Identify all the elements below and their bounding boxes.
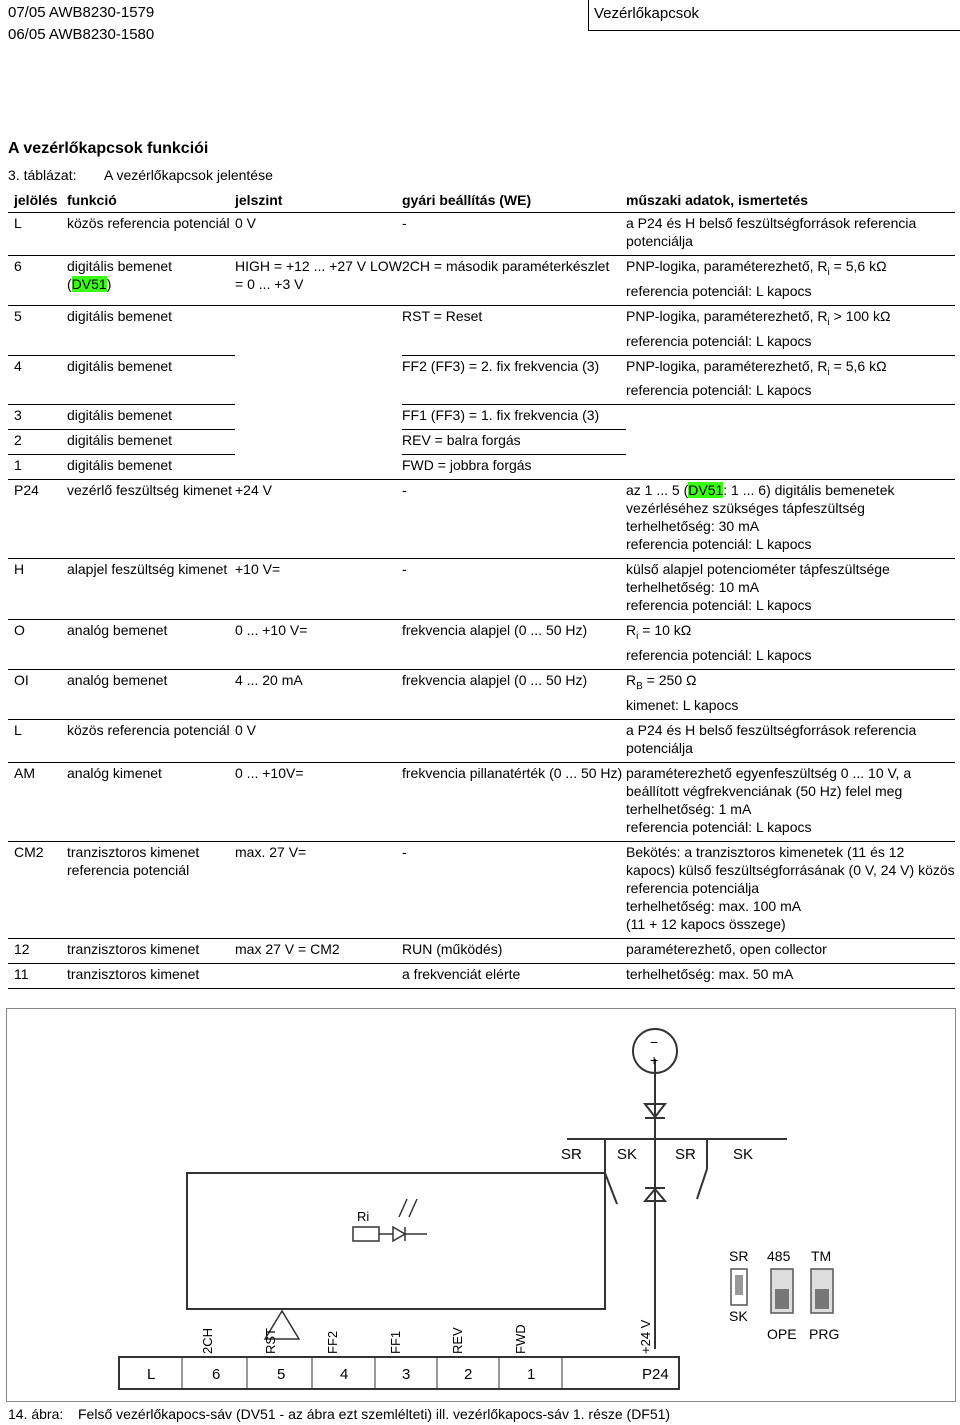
cell-tech: paraméterezhető, open collector xyxy=(626,938,955,963)
wiring-diagram-svg xyxy=(7,1009,955,1401)
cell-level: 0 V xyxy=(235,719,402,762)
cell-default xyxy=(402,719,626,762)
table-row xyxy=(8,841,955,938)
col-header-tech: műszaki adatok, ismertetés xyxy=(626,190,955,213)
cell-tech: a P24 és H belső feszültségforrások referencia potenciálja xyxy=(626,719,955,762)
cell-mark: 12 xyxy=(8,938,67,963)
terminal-label: 5 xyxy=(277,1366,286,1383)
cell-function: digitális bemenet (DV51) xyxy=(67,256,235,306)
table-row xyxy=(8,938,955,963)
cell-function: analóg bemenet xyxy=(67,670,235,720)
diagram-label: SR xyxy=(561,1146,582,1163)
switch-label: 485 xyxy=(767,1248,791,1264)
cell-tech: az 1 ... 5 (DV51: 1 ... 6) digitális bemenetek vezérléséhez szükséges tápfeszültség terhelhetőség: 30 mA referencia potenciál: L kapocs xyxy=(626,480,955,559)
cell-default: frekvencia alapjel (0 ... 50 Hz) xyxy=(402,620,626,670)
switch-label: PRG xyxy=(809,1326,840,1342)
table-row xyxy=(8,670,955,720)
section-name: Vezérlőkapcsok xyxy=(594,5,700,22)
cell-mark: H xyxy=(8,559,67,620)
switch-label: SR xyxy=(729,1248,749,1264)
cell-tech: PNP-logika, paraméterezhető, $R_i = 5,6$ kΩ referencia potenciál: L kapocs xyxy=(626,256,955,306)
cell-level: 0 ... +10 V= xyxy=(235,620,402,670)
cell-tech: $R_i = 10$ kΩ referencia potenciál: L kapocs xyxy=(626,620,955,670)
terminal-label: 3 xyxy=(402,1366,411,1383)
cell-function: digitális bemenet xyxy=(67,430,235,455)
terminal-name: +24 V xyxy=(638,1319,653,1354)
section-header xyxy=(588,0,960,31)
cell-function: tranzisztoros kimenet xyxy=(67,963,235,988)
cell-mark: 4 xyxy=(8,355,67,405)
cell-level: +24 V xyxy=(235,480,402,559)
col-header-function: funkció xyxy=(67,190,235,213)
cell-function: alapjel feszültség kimenet xyxy=(67,559,235,620)
cell-level: 4 ... 20 mA xyxy=(235,670,402,720)
terminal-name: RST xyxy=(263,1328,278,1354)
cell-mark: L xyxy=(8,213,67,256)
cell-tech: PNP-logika, paraméterezhető, $R_i > 100$ kΩ referencia potenciál: L kapocs xyxy=(626,305,955,355)
doc-code-2: 06/05 AWB8230-1580 xyxy=(8,26,155,43)
source-plus: + xyxy=(650,1052,659,1068)
cell-default: RST = Reset xyxy=(402,305,626,355)
cell-tech: PNP-logika, paraméterezhető, $R_i = 5,6$ kΩ referencia potenciál: L kapocs xyxy=(626,355,955,405)
resistor-icon xyxy=(353,1227,379,1241)
table-row xyxy=(8,355,955,405)
cell-mark: CM2 xyxy=(8,841,67,938)
cell-default: - xyxy=(402,213,626,256)
diagram-label: SK xyxy=(733,1146,754,1163)
cell-mark: 1 xyxy=(8,455,67,480)
table-row xyxy=(8,213,955,256)
cell-default: RUN (működés) xyxy=(402,938,626,963)
terminal-label: 2 xyxy=(464,1366,473,1383)
cell-function: tranzisztoros kimenet referencia potenciál xyxy=(67,841,235,938)
table-row xyxy=(8,256,955,306)
switch-label: TM xyxy=(811,1248,832,1264)
table-row xyxy=(8,620,955,670)
cell-mark: 2 xyxy=(8,430,67,455)
diagram-label: SK xyxy=(617,1146,638,1163)
cell-function: analóg kimenet xyxy=(67,762,235,841)
table-row xyxy=(8,455,955,480)
col-header-level: jelszint xyxy=(235,190,402,213)
table-row xyxy=(8,405,955,430)
section-title: A vezérlőkapcsok funkciói xyxy=(8,140,209,157)
led-icon xyxy=(393,1227,405,1241)
table-caption xyxy=(8,167,273,183)
terminal-label: L xyxy=(147,1366,156,1383)
cell-mark: 11 xyxy=(8,963,67,988)
switch-contact-icon xyxy=(697,1169,707,1199)
doc-code-1: 07/05 AWB8230-1579 xyxy=(8,4,155,21)
cell-default: - xyxy=(402,480,626,559)
cell-tech: $R_B = 250$ Ω kimenet: L kapocs xyxy=(626,670,955,720)
cell-function: digitális bemenet xyxy=(67,355,235,405)
light-arrow-icon xyxy=(399,1199,407,1217)
cell-default: FF1 (FF3) = 1. fix frekvencia (3) xyxy=(402,405,626,430)
switch-label: OPE xyxy=(767,1326,797,1342)
cell-mark: P24 xyxy=(8,480,67,559)
terminal-name: FF2 xyxy=(325,1330,340,1354)
cell-mark: 5 xyxy=(8,305,67,355)
table-row xyxy=(8,430,955,455)
table-row xyxy=(8,559,955,620)
cell-default: - xyxy=(402,559,626,620)
cell-function: közös referencia potenciál xyxy=(67,719,235,762)
table-row xyxy=(8,963,955,988)
cell-function: tranzisztoros kimenet xyxy=(67,938,235,963)
resistor-label: Ri xyxy=(357,1209,370,1224)
cell-function: digitális bemenet xyxy=(67,305,235,355)
figure-caption xyxy=(8,1406,671,1422)
cell-default: FF2 (FF3) = 2. fix frekvencia (3) xyxy=(402,355,626,405)
terminal-label: P24 xyxy=(642,1366,669,1383)
switch-contact-icon xyxy=(605,1173,617,1204)
cell-default: REV = balra forgás xyxy=(402,430,626,455)
cell-default: FWD = jobbra forgás xyxy=(402,455,626,480)
cell-function: digitális bemenet xyxy=(67,455,235,480)
figure-caption-label: 14. ábra: xyxy=(8,1406,64,1422)
cell-mark: OI xyxy=(8,670,67,720)
highlight: DV51 xyxy=(71,276,107,292)
table-header-row xyxy=(8,190,955,213)
cell-level: 0 ... +10V= xyxy=(235,762,402,841)
switch-label: SK xyxy=(729,1308,748,1324)
col-header-mark: jelölés xyxy=(8,190,67,213)
cell-function: vezérlő feszültség kimenet xyxy=(67,480,235,559)
terminal-label: 6 xyxy=(212,1366,221,1383)
document-codes xyxy=(8,2,154,46)
terminal-label: 1 xyxy=(527,1366,536,1383)
table-row xyxy=(8,762,955,841)
cell-mark: 3 xyxy=(8,405,67,430)
cell-level: max 27 V = CM2 xyxy=(235,938,402,963)
terminal-table xyxy=(8,190,955,989)
wiring-diagram xyxy=(6,1008,956,1402)
cell-level: HIGH = +12 ... +27 V LOW = 0 ... +3 V xyxy=(235,256,402,306)
cell-tech: terhelhetőség: max. 50 mA xyxy=(626,963,955,988)
cell-level: max. 27 V= xyxy=(235,841,402,938)
cell-mark: AM xyxy=(8,762,67,841)
cell-function: közös referencia potenciál xyxy=(67,213,235,256)
cell-default: - xyxy=(402,841,626,938)
control-board xyxy=(187,1173,605,1309)
cell-tech: Bekötés: a tranzisztoros kimenetek (11 és 12 kapocs) külső feszültségforrásának (0 V, 24 V) közös referencia potenciálja terhelhetőség: max. 100 mA (11 + 12 kapocs összege) xyxy=(626,841,955,938)
source-minus: − xyxy=(650,1034,659,1050)
cell-mark: 6 xyxy=(8,256,67,306)
terminal-name: 2CH xyxy=(200,1327,215,1354)
table-row xyxy=(8,719,955,762)
diagram-label: SR xyxy=(675,1146,696,1163)
cell-default: frekvencia alapjel (0 ... 50 Hz) xyxy=(402,670,626,720)
table-caption-text: A vezérlőkapcsok jelentése xyxy=(104,167,273,183)
col-header-default: gyári beállítás (WE) xyxy=(402,190,626,213)
cell-mark: O xyxy=(8,620,67,670)
figure-caption-text: Felső vezérlőkapocs-sáv (DV51 - az ábra ezt szemlélteti) ill. vezérlőkapocs-sáv 1. része (DF51) xyxy=(78,1406,671,1422)
cell-level: +10 V= xyxy=(235,559,402,620)
terminal-name: REV xyxy=(450,1327,465,1354)
table-row xyxy=(8,480,955,559)
cell-default: frekvencia pillanatérték (0 ... 50 Hz) xyxy=(402,762,626,841)
table-row xyxy=(8,305,955,355)
cell-default: 2CH = második paraméterkészlet xyxy=(402,256,626,306)
cell-default: a frekvenciát elérte xyxy=(402,963,626,988)
cell-tech: a P24 és H belső feszültségforrások referencia potenciálja xyxy=(626,213,955,256)
cell-tech: külső alapjel potenciométer tápfeszültsége terhelhetőség: 10 mA referencia potenciál: L kapocs xyxy=(626,559,955,620)
terminal-strip xyxy=(119,1357,679,1389)
terminal-name: FWD xyxy=(513,1324,528,1354)
terminal-label: 4 xyxy=(340,1366,349,1383)
highlight: DV51 xyxy=(688,482,724,499)
terminal-name: FF1 xyxy=(388,1330,403,1354)
cell-function: digitális bemenet xyxy=(67,405,235,430)
cell-mark: L xyxy=(8,719,67,762)
table-caption-label: 3. táblázat: xyxy=(8,167,77,183)
cell-level: 0 V xyxy=(235,213,402,256)
cell-function: analóg bemenet xyxy=(67,620,235,670)
cell-tech: paraméterezhető egyenfeszültség 0 ... 10 V, a beállított végfrekvenciának (50 Hz) felel meg terhelhetőség: 1 mA referencia potenciál: L kapocs xyxy=(626,762,955,841)
